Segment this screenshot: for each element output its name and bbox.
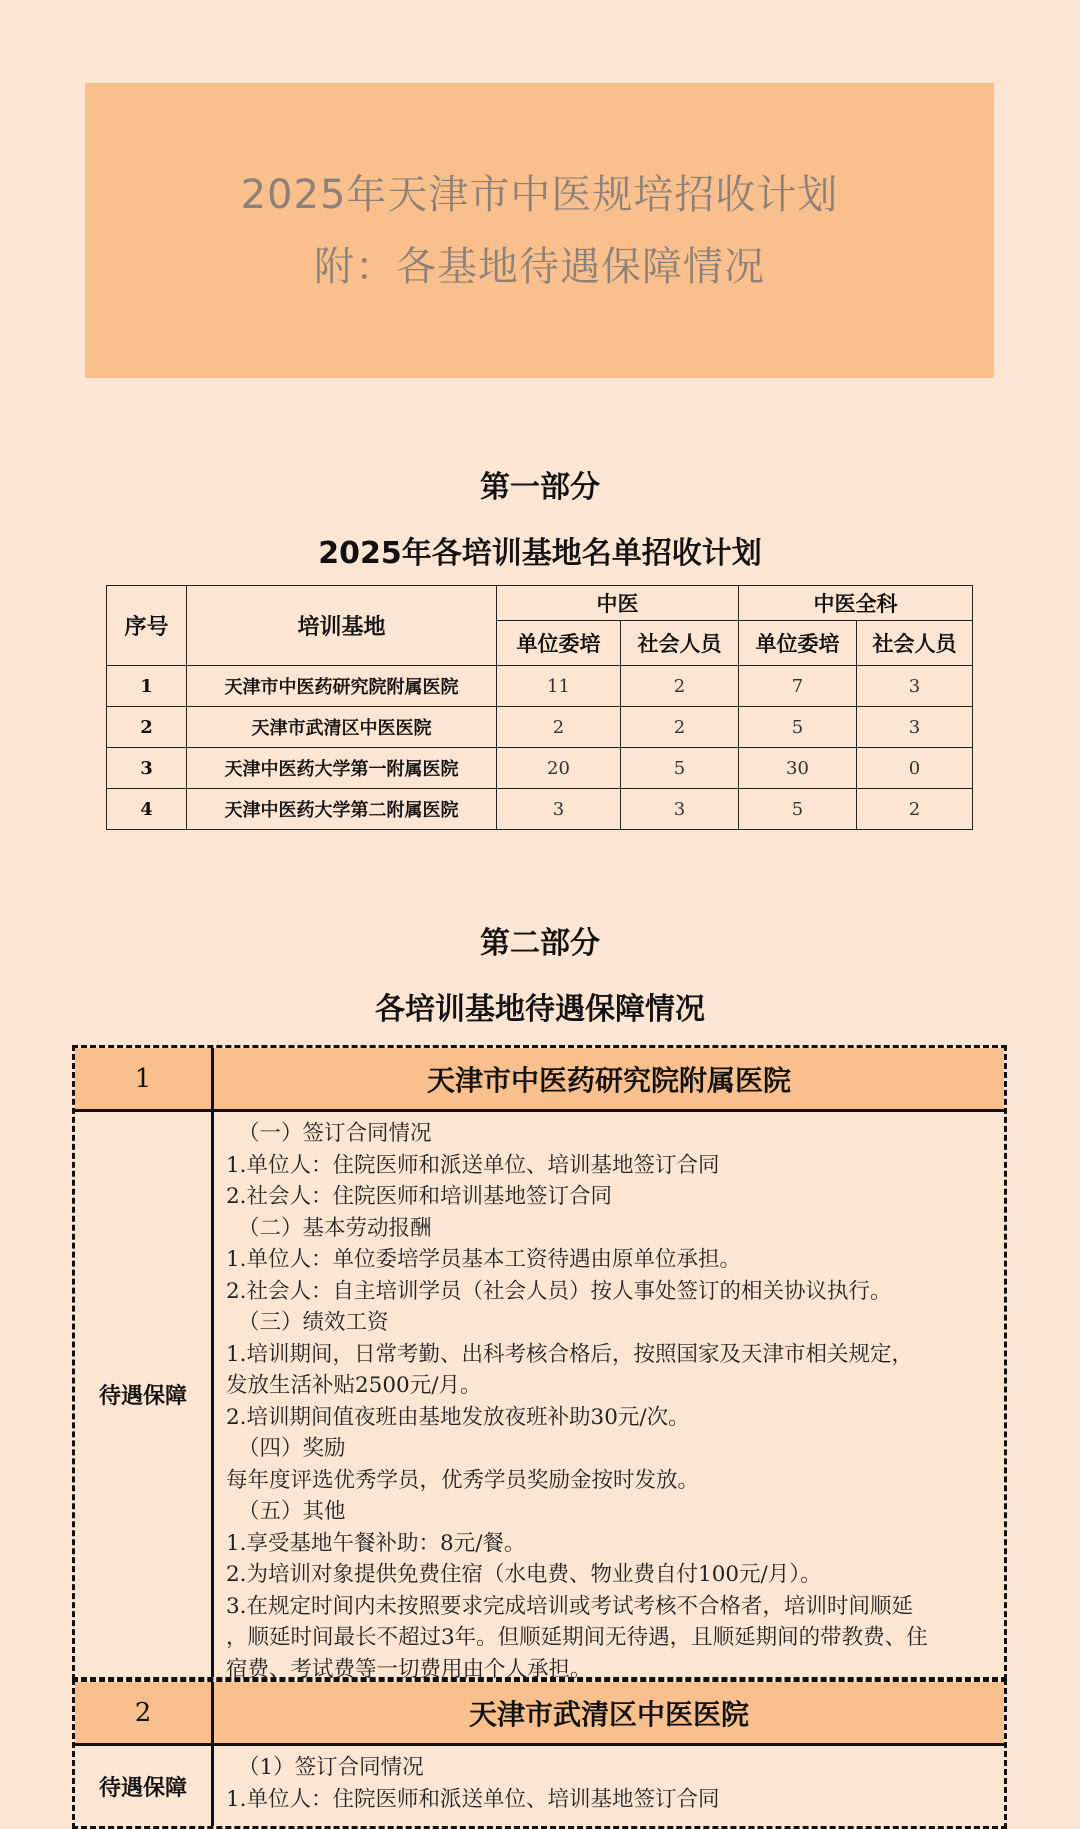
subsection-heading: （一）签订合同情况 [238,1121,432,1146]
part1-heading: 第一部分 [480,470,600,505]
cell-value: 3 [857,666,973,707]
cell-value: 2 [857,789,973,830]
col-header-social: 社会人员 [621,621,739,666]
text-line: 2.社会人：住院医师和培训基地签订合同 [226,1184,613,1209]
section-text [214,1746,1004,1826]
cell-value: 7 [739,666,857,707]
cell-base-name: 天津中医药大学第二附属医院 [187,789,497,830]
cell-index: 3 [107,748,187,789]
subsection-heading: （1）签订合同情况 [238,1755,424,1780]
col-group-tcm-general: 中医全科 [739,586,973,621]
subsection-heading: （二）基本劳动报酬 [238,1215,432,1241]
cell-value: 5 [739,789,857,830]
benefit-section-2 [72,1679,1007,1829]
col-header-index: 序号 [107,586,187,666]
section-label: 待遇保障 [75,1746,214,1826]
cell-index: 1 [107,666,187,707]
part2-heading: 第二部分 [480,926,600,961]
section-hospital-name: 天津市武清区中医医院 [468,1697,749,1731]
cell-value: 0 [857,748,973,789]
text-line: 1.单位人：住院医师和派送单位、培训基地签订合同 [226,1152,720,1178]
banner-title: 2025年天津市中医规培招收计划 [240,171,839,218]
title-banner [85,83,994,378]
cell-value: 5 [621,748,739,789]
cell-value: 3 [621,789,739,830]
cell-value: 30 [739,748,857,789]
text-line: 1.单位人：住院医师和派送单位、培训基地签订合同 [226,1786,720,1812]
part1-subheading: 2025年各培训基地名单招收计划 [318,536,762,571]
col-header-base: 培训基地 [187,586,497,666]
cell-value: 2 [621,707,739,748]
col-header-unit: 单位委培 [497,621,621,666]
cell-value: 3 [497,789,621,830]
cell-base-name: 天津中医药大学第一附属医院 [187,748,497,789]
col-header-social: 社会人员 [857,621,973,666]
table-row [107,666,973,707]
banner-subtitle: 附：各基地待遇保障情况 [314,243,765,290]
section-body [75,1112,1004,1682]
benefit-section-1 [72,1045,1007,1680]
cell-index: 2 [107,707,187,748]
section-header [75,1682,1004,1746]
cell-value: 5 [739,707,857,748]
subsection-heading: （五）其他 [238,1499,346,1524]
section-header [75,1048,1004,1112]
section-number: 2 [75,1682,214,1743]
text-line: 1.享受基地午餐补助：8元/餐。 [226,1530,526,1556]
text-line: 2.为培训对象提供免费住宿（水电费、物业费自付100元/月）。 [226,1562,822,1587]
text-line: ，顺延时间最长不超过3年。但顺延期间无待遇，且顺延期间的带教费、住 [226,1625,928,1650]
cell-value: 3 [857,707,973,748]
section-label: 待遇保障 [75,1112,214,1677]
text-line: 宿费、考试费等一切费用由个人承担。 [226,1656,592,1682]
cell-value: 20 [497,748,621,789]
section-body [75,1746,1004,1826]
cell-value: 2 [621,666,739,707]
text-line: 3.在规定时间内未按照要求完成培训或考试考核不合格者，培训时间顺延 [226,1593,914,1619]
cell-base-name: 天津市武清区中医医院 [187,707,497,748]
section-hospital-name: 天津市中医药研究院附属医院 [426,1063,791,1097]
col-header-unit: 单位委培 [739,621,857,666]
text-line: 2.培训期间值夜班由基地发放夜班补助30元/次。 [226,1404,690,1430]
part2-subheading: 各培训基地待遇保障情况 [375,992,705,1027]
table-row [107,707,973,748]
section-text [214,1112,1004,1682]
table-row [107,748,973,789]
subsection-heading: （三）绩效工资 [238,1310,389,1335]
cell-base-name: 天津市中医药研究院附属医院 [187,666,497,707]
enrollment-plan-table [106,585,973,830]
text-line: 1.培训期间，日常考勤、出科考核合格后，按照国家及天津市相关规定， [226,1341,914,1367]
cell-value: 11 [497,666,621,707]
text-line: 发放生活补贴2500元/月。 [226,1373,482,1398]
table-row [107,789,973,830]
cell-value: 2 [497,707,621,748]
col-group-tcm: 中医 [497,586,739,621]
cell-index: 4 [107,789,187,830]
text-line: 1.单位人：单位委培学员基本工资待遇由原单位承担。 [226,1247,742,1272]
text-line: 每年度评选优秀学员，优秀学员奖励金按时发放。 [226,1467,700,1493]
subsection-heading: （四）奖励 [238,1436,346,1461]
text-line: 2.社会人：自主培训学员（社会人员）按人事处签订的相关协议执行。 [226,1278,892,1304]
section-number: 1 [75,1048,214,1109]
